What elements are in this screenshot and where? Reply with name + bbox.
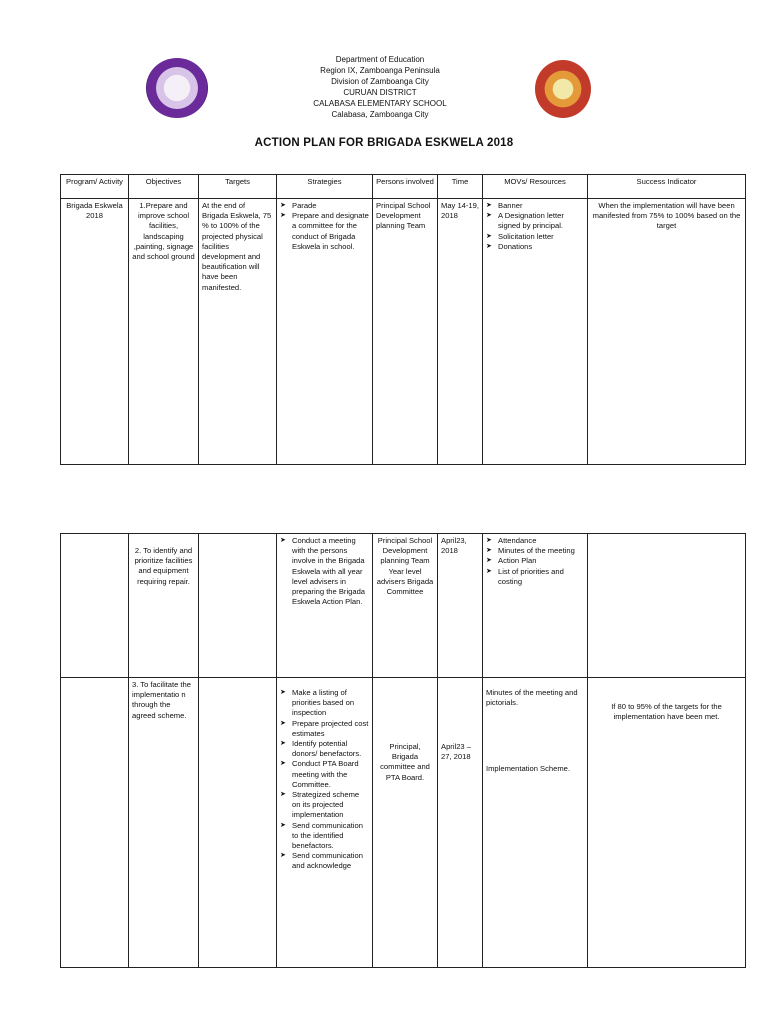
page-title: ACTION PLAN FOR BRIGADA ESKWELA 2018 [254,137,514,149]
header-line: Region IX, Zamboanga Peninsula [320,66,440,75]
strategy-item: ➤ Send communication to the identified benefactors. [280,821,369,852]
column-header-objectives: Objectives [129,175,199,199]
program-cell [61,534,129,678]
success-cell [588,678,746,968]
mov-item: ➤ List of priorities and costing [486,567,584,587]
column-header-persons: Persons involved [373,175,438,199]
header-line: CURUAN DISTRICT [343,88,417,97]
time-text: April23 – 27, 2018 [441,742,471,762]
document-header [230,54,530,120]
column-header-strategies: Strategies [277,175,373,199]
success-text: If 80 to 95% of the targets for the implementation have been met. [611,702,722,722]
column-header-time: Time [438,175,483,199]
strategies-cell [277,199,373,465]
objectives-text: 2. To identify and prioritize facilities and equipment requiring repair. [134,546,193,586]
action-plan-table [60,174,746,465]
success-cell [588,534,746,678]
mov-item: ➤ Action Plan [486,556,584,566]
mov-item: ➤ Attendance [486,536,584,546]
time-cell: April23, 2018 [438,534,483,678]
movs-cell [483,678,588,968]
strategy-item: ➤ Make a listing of priorities based on inspection [280,688,369,719]
movs-cell [483,199,588,465]
column-header-success: Success Indicator [588,175,746,199]
program-cell [61,678,129,968]
movs-text: Minutes of the meeting and pictorials. [486,688,578,708]
program-cell: Brigada Eskwela 2018 [61,199,129,465]
header-line: CALABASA ELEMENTARY SCHOOL [313,99,447,108]
table-row [61,534,746,678]
time-cell: May 14-19, 2018 [438,199,483,465]
time-cell [438,678,483,968]
table-header-row [61,175,746,199]
mov-item: ➤ A Designation letter signed by principal. [486,211,584,231]
targets-cell: At the end of Brigada Eskwela, 75 % to 100% of the projected physical facilities development and beautification will have been manifested. [199,199,277,465]
movs-text: Implementation Scheme. [486,764,570,774]
persons-cell [373,678,438,968]
strategy-item: ➤ Identify potential donors/ benefactors. [280,739,369,759]
header-line: Department of Education [335,55,425,64]
strategy-item: ➤ Prepare projected cost estimates [280,719,369,739]
objectives-cell: 3. To facilitate the implementatio n through the agreed scheme. [129,678,199,968]
table-row [61,678,746,968]
targets-cell [199,678,277,968]
column-header-movs: MOVs/ Resources [483,175,588,199]
mov-item: ➤ Solicitation letter [486,232,584,242]
objectives-cell: 1.Prepare and improve school facilities, landscaping ,painting, signage and school ground [129,199,199,465]
table-row [61,199,746,465]
success-cell: When the implementation will have been manifested from 75% to 100% based on the target [588,199,746,465]
column-header-program: Program/ Activity [61,175,129,199]
objectives-cell [129,534,199,678]
persons-cell: Principal School Development planning Team Year level advisers Brigada Committee [373,534,438,678]
persons-cell: Principal School Development planning Team [373,199,438,465]
strategy-item: ➤ Conduct a meeting with the persons involve in the Brigada Eskwela with all year level advisers in preparing the Brigada Eskwela Action Plan. [280,536,369,607]
school-seal-logo [146,58,208,118]
movs-cell [483,534,588,678]
mov-item: ➤ Minutes of the meeting [486,546,584,556]
persons-text: Principal, Brigada committee and PTA Board. [380,742,430,782]
strategy-item: ➤ Prepare and designate a committee for the conduct of Brigada Eskwela in school. [280,211,369,252]
mov-item: ➤ Donations [486,242,584,252]
strategy-item: ➤ Conduct PTA Board meeting with the Committee. [280,759,369,790]
strategy-item: ➤ Parade [280,201,369,211]
strategy-item: ➤ Strategized scheme on its projected implementation [280,790,369,821]
column-header-targets: Targets [199,175,277,199]
district-seal-logo [535,60,591,118]
strategy-item: ➤ Send communication and acknowledge [280,851,369,871]
strategies-cell [277,534,373,678]
header-line: Calabasa, Zamboanga City [331,110,429,119]
mov-item: ➤ Banner [486,201,584,211]
strategies-cell [277,678,373,968]
targets-cell [199,534,277,678]
action-plan-table-continued [60,533,746,968]
header-line: Division of Zamboanga City [331,77,429,86]
